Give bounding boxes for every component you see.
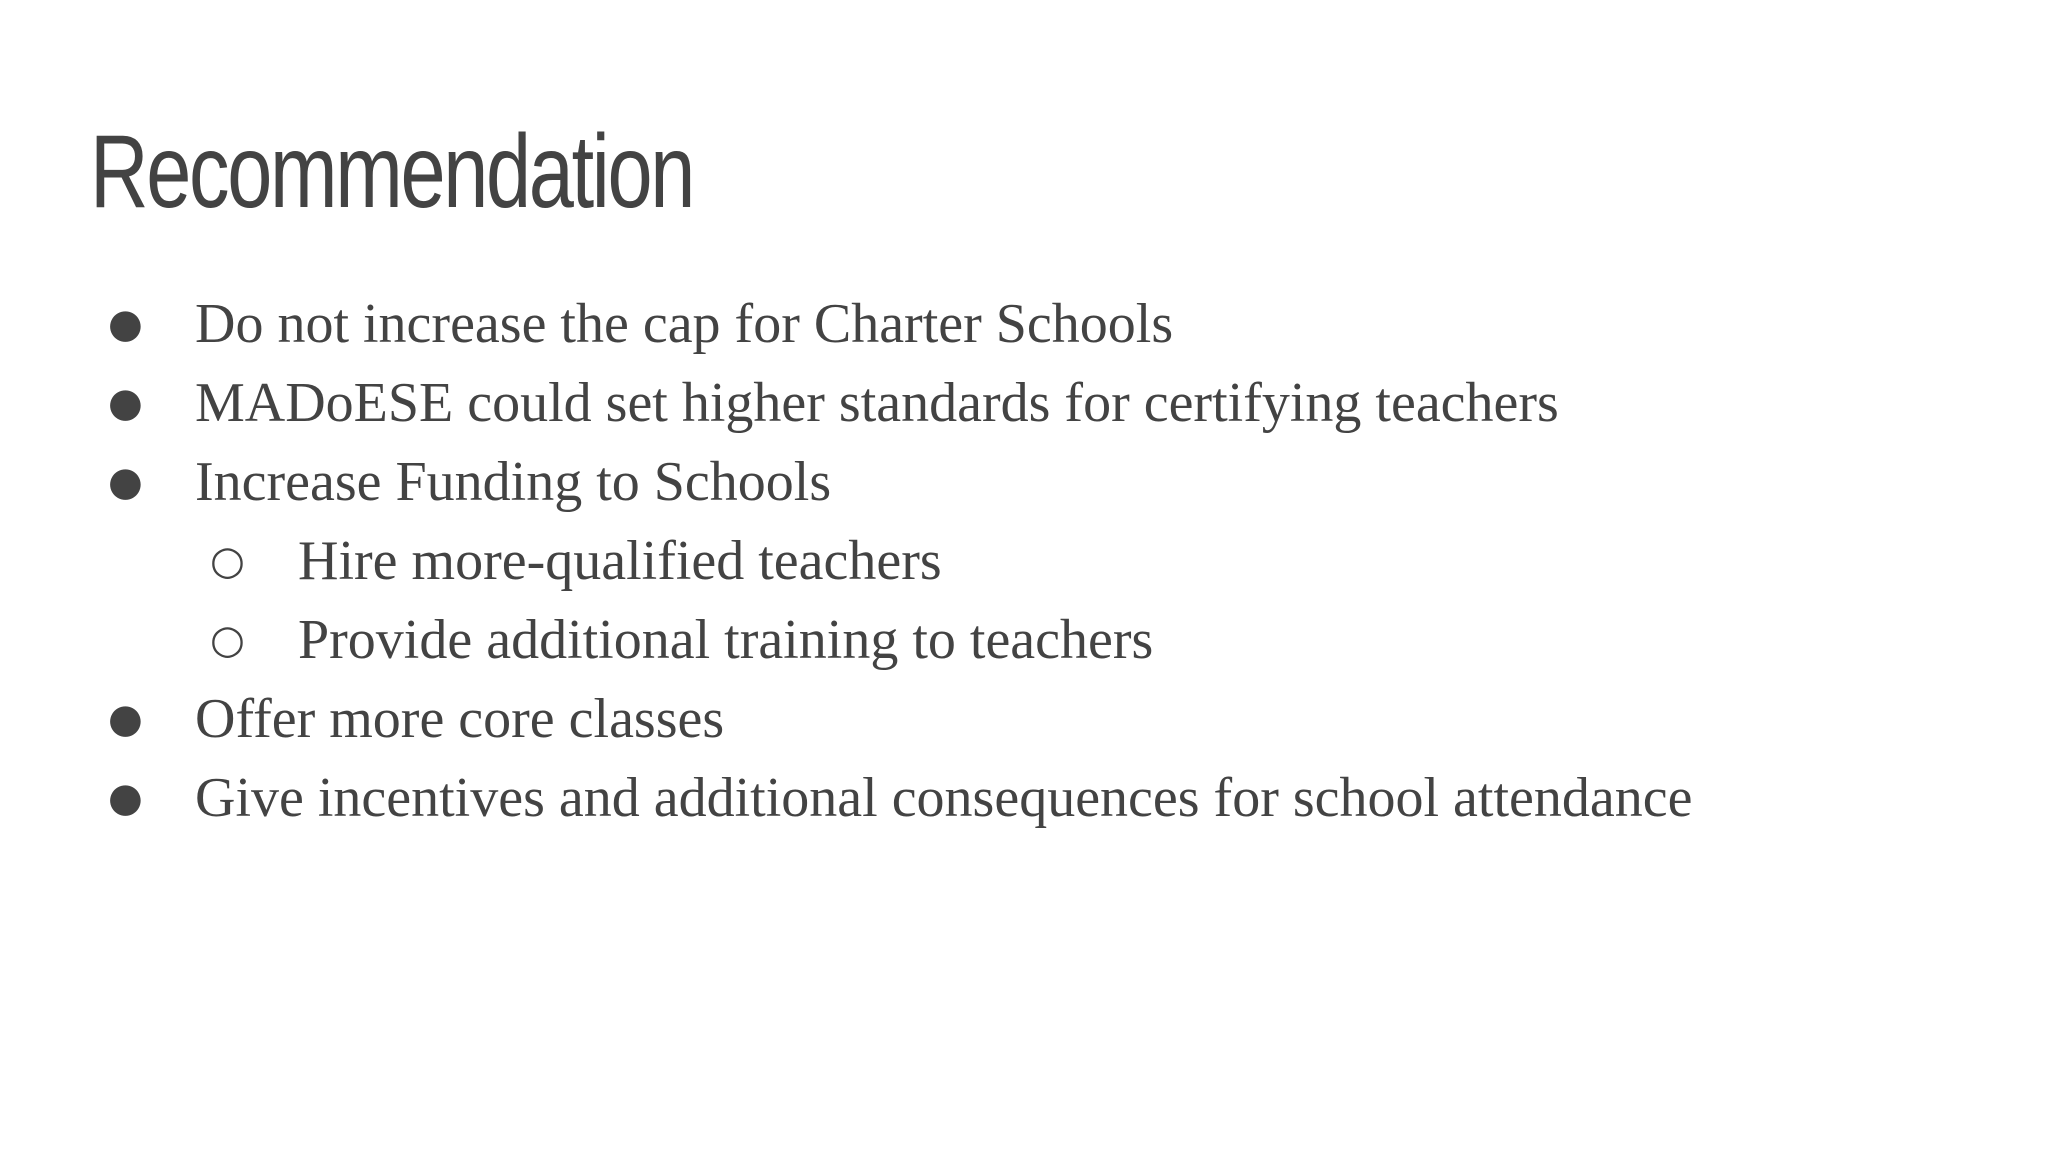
filled-bullet-icon: ● xyxy=(108,696,143,742)
sub-bullet-item xyxy=(0,601,1692,680)
bullet-text: MADoESE could set higher standards for certifying teachers xyxy=(195,372,1559,434)
bullet-item xyxy=(0,364,1692,443)
sub-bullet-text: Hire more-qualified teachers xyxy=(298,530,942,592)
slide-title: Recommendation xyxy=(90,114,694,230)
filled-bullet-icon: ● xyxy=(108,380,143,426)
hollow-bullet-icon: ○ xyxy=(210,617,245,663)
bullet-item xyxy=(0,680,1692,759)
sub-bullet-text: Provide additional training to teachers xyxy=(298,609,1154,671)
bullet-item xyxy=(0,285,1692,364)
bullet-item xyxy=(0,443,1692,522)
bullet-list xyxy=(0,285,1692,838)
bullet-text: Offer more core classes xyxy=(195,688,725,750)
filled-bullet-icon: ● xyxy=(108,301,143,347)
hollow-bullet-icon: ○ xyxy=(210,538,245,584)
bullet-item xyxy=(0,759,1692,838)
bullet-text: Do not increase the cap for Charter Schools xyxy=(195,293,1174,355)
bullet-text: Increase Funding to Schools xyxy=(195,451,832,513)
filled-bullet-icon: ● xyxy=(108,459,143,505)
filled-bullet-icon: ● xyxy=(108,775,143,821)
bullet-text: Give incentives and additional consequences for school attendance xyxy=(195,767,1693,829)
sub-bullet-item xyxy=(0,522,1692,601)
